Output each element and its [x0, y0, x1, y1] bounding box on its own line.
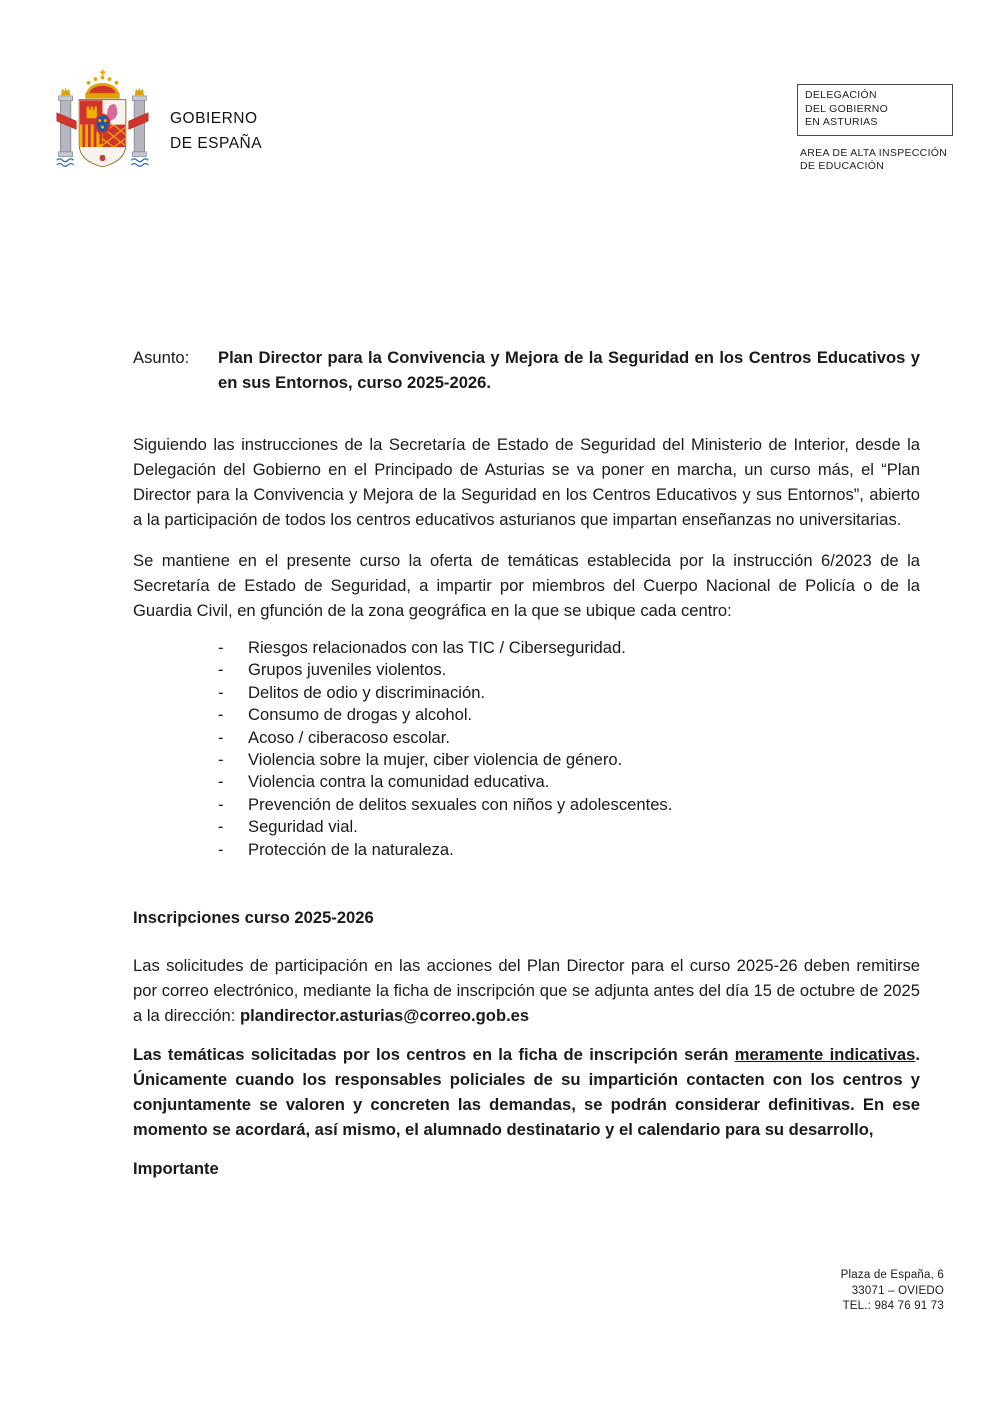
delegation-box [797, 84, 953, 136]
list-item-text: Consumo de drogas y alcohol. [248, 705, 473, 725]
paragraph-tematicas-indicativas [133, 1042, 920, 1142]
list-item-text: Acoso / ciberacoso escolar. [248, 727, 450, 747]
paragraph-tematicas: Se mantiene en el presente curso la oferta de temáticas establecida por la instrucción 6/2023 de la Secretaría de Estado de Seguridad, a impartir por miembros del Cuerpo Nacional de Policía o de la Guardia Civil, en gfunción de la zona geográfica en la que se ubique cada centro: [133, 551, 920, 620]
bullet-dash: - [218, 794, 224, 814]
list-item-text: Protección de la naturaleza. [248, 839, 454, 859]
subject-text: Plan Director para la Convivencia y Mejora de la Seguridad en los Centros Educativos y en sus Entornos, curso 2025-2026. [218, 348, 920, 392]
list-item [218, 771, 920, 793]
list-item-text: Delitos de odio y discriminación. [248, 682, 486, 702]
importante-heading: Importante [133, 1159, 219, 1179]
spain-coat-of-arms-icon [55, 66, 150, 178]
bullet-dash: - [218, 682, 224, 702]
government-title-line1: GOBIERNO [170, 110, 258, 127]
bullet-dash: - [218, 772, 224, 792]
list-item-text: Grupos juveniles violentos. [248, 660, 447, 680]
list-item [218, 839, 920, 861]
paragraph4-part1: Las temáticas solicitadas por los centros en la ficha de inscripción serán [133, 1045, 735, 1065]
paragraph-solicitudes-text: Las solicitudes de participación en las acciones del Plan Director para el curso 2025-26 deben remitirse por correo electrónico, mediante la ficha de inscripción que se adjunta antes del día 15 de octubre de 2025 a la dirección: [133, 956, 920, 1026]
delegation-line2: DEL GOBIERNO [805, 102, 889, 115]
letterhead-right [797, 84, 997, 174]
footer-phone: TEL.: 984 76 91 73 [842, 1300, 944, 1312]
list-item [218, 659, 920, 681]
list-item [218, 727, 920, 749]
letter-body [133, 345, 920, 1181]
letterhead-left [55, 66, 262, 178]
list-item-text: Riesgos relacionados con las TIC / Ciberseguridad. [248, 638, 626, 657]
bullet-dash: - [218, 727, 224, 747]
inscripciones-heading: Inscripciones curso 2025-2026 [133, 908, 374, 928]
list-item-text: Violencia sobre la mujer, ciber violencia de género. [248, 750, 623, 770]
list-item [218, 816, 920, 838]
subject-row [133, 345, 920, 395]
underlined-phrase: meramente indicativas [734, 1045, 916, 1065]
delegation-line3: EN ASTURIAS [805, 116, 878, 128]
footer-address [841, 1268, 944, 1315]
paragraph-intro: Siguiendo las instrucciones de la Secretaría de Estado de Seguridad del Ministerio de Interior, desde la Delegación del Gobierno en el Principado de Asturias se va poner en marcha, un curso más, el “Plan Director para la Convivencia y Mejora de la Seguridad en los Centros Educativos y sus Entornos”, abierto a la participación de todos los centros educativos asturianos que impartan enseñanzas no universitarias. [133, 435, 920, 529]
bullet-dash: - [218, 638, 224, 657]
area-line2: DE EDUCACIÓN [800, 160, 885, 172]
bullet-dash: - [218, 705, 224, 725]
paragraph-solicitudes [133, 953, 920, 1028]
delegation-line1: DELEGACIÓN [805, 89, 877, 101]
footer-street: Plaza de España, 6 [840, 1269, 944, 1281]
bullet-dash: - [218, 817, 224, 837]
bullet-dash: - [218, 660, 224, 680]
tematicas-list [133, 637, 920, 861]
list-item-text: Violencia contra la comunidad educativa. [248, 772, 550, 792]
government-title [170, 106, 262, 156]
paragraph4-part2: . Únicamente cuando los responsables policiales de su impartición contacten con los centros y conjuntamente se valoren y concreten las demandas, se podrán considerar definitivas. En ese momento se acordará, así mismo, el alumnado destinatario y el calendario para su desarrollo, [133, 1045, 920, 1140]
list-item [218, 682, 920, 704]
list-item [218, 704, 920, 726]
list-item-text: Seguridad vial. [248, 817, 358, 837]
area-department [800, 147, 997, 174]
bullet-dash: - [218, 839, 224, 859]
list-item [218, 637, 920, 659]
subject-label: Asunto: [133, 348, 190, 367]
list-item [218, 794, 920, 816]
email-address: plandirector.asturias@correo.gob.es [240, 1006, 530, 1026]
footer-city: 33071 – OVIEDO [851, 1284, 944, 1297]
list-item-text: Prevención de delitos sexuales con niños y adolescentes. [248, 794, 673, 814]
area-line1: AREA DE ALTA INSPECCIÓN [800, 146, 948, 159]
list-item [218, 749, 920, 771]
government-title-line2: DE ESPAÑA [170, 135, 263, 152]
bullet-dash: - [218, 750, 224, 770]
